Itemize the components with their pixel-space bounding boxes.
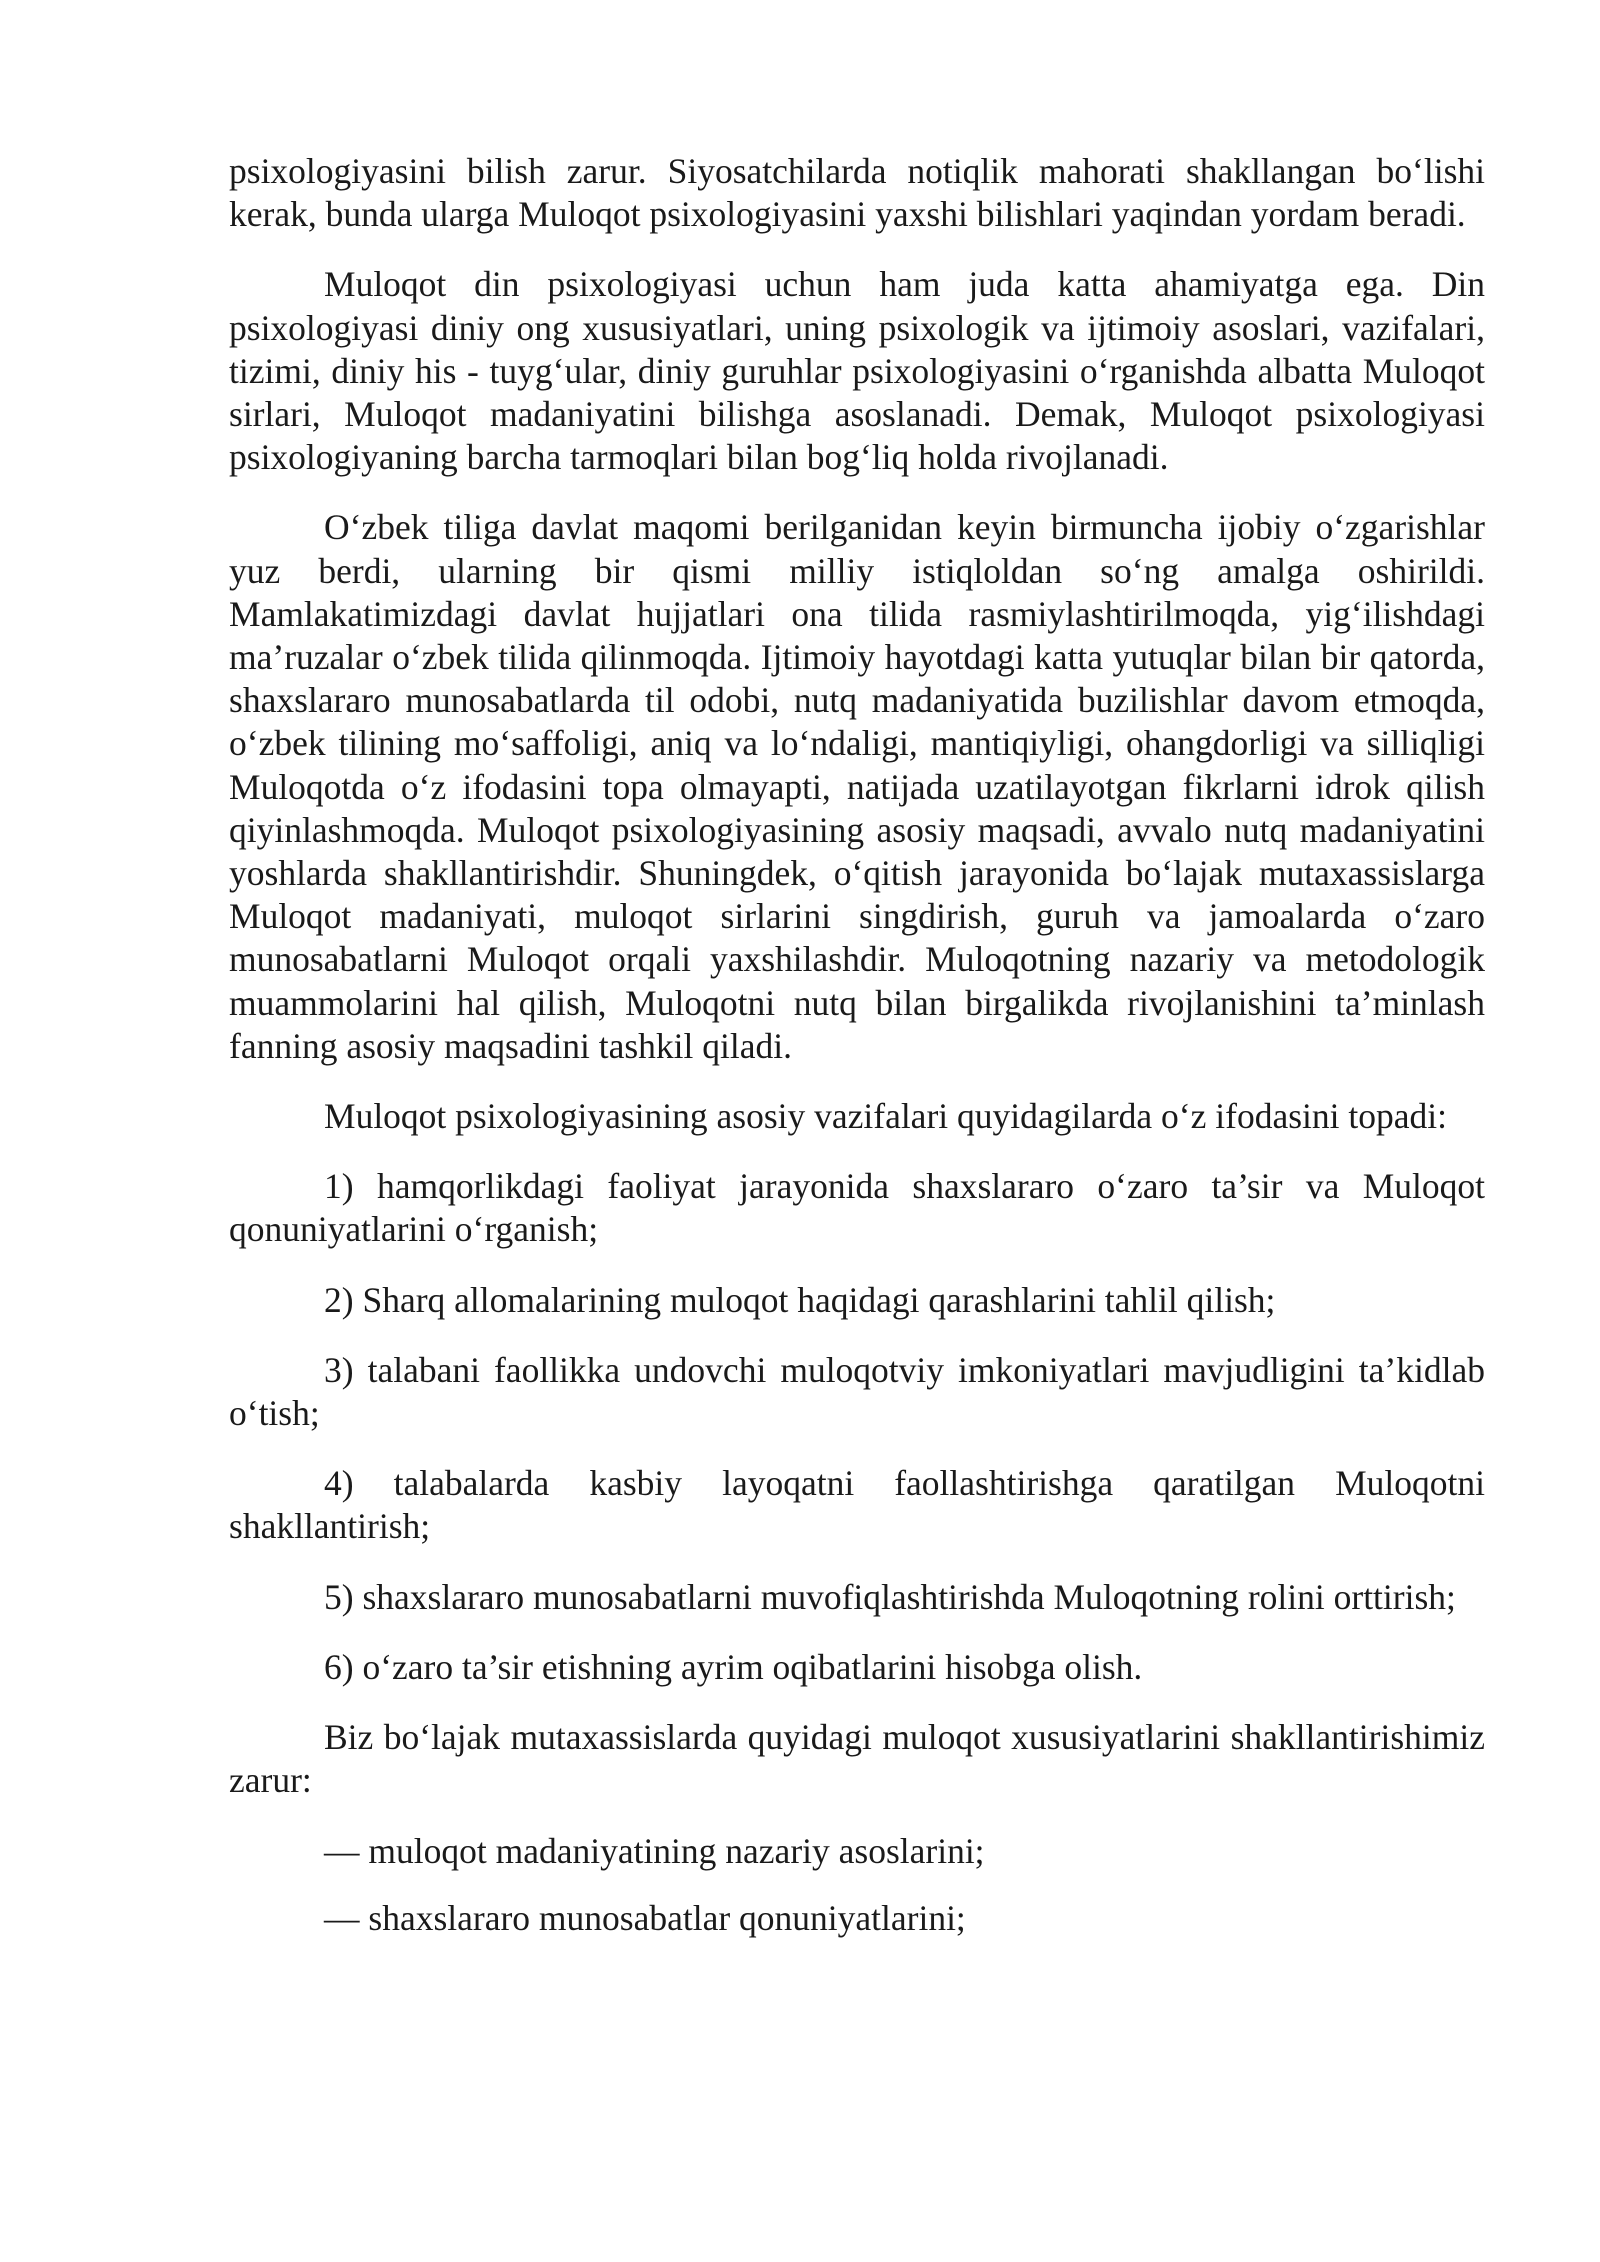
- list-item-dash-2: — shaxslararo munosabatlar qonuniyatlarini;: [324, 1897, 966, 1938]
- paragraph-xususiyatlar-intro: Biz bo‘lajak mutaxassislarda quyidagi muloqot xususiyatlarini shakllantirishimiz zarur:: [229, 1717, 1485, 1801]
- list-item-task-1: 1) hamqorlikdagi faoliyat jarayonida shaxslararo o‘zaro ta’sir va Muloqot qonuniyatlarini o‘rganish;: [229, 1166, 1485, 1250]
- paragraph-continuation: psixologiyasini bilish zarur. Siyosatchilarda notiqlik mahorati shakllangan bo‘lishi kerak, bunda ularga Muloqot psixologiyasini yaxshi bilishlari yaqindan yordam beradi.: [229, 151, 1485, 235]
- list-item-task-6: 6) o‘zaro ta’sir etishning ayrim oqibatlarini hisobga olish.: [324, 1646, 1143, 1687]
- list-item-task-4: 4) talabalarda kasbiy layoqatni faollashtirishga qaratilgan Muloqotni shakllantirish;: [229, 1463, 1485, 1547]
- list-item-task-3: 3) talabani faollikka undovchi muloqotviy imkoniyatlari mavjudligini ta’kidlab o‘tish;: [229, 1349, 1485, 1434]
- list-item-task-2: 2) Sharq allomalarining muloqot haqidagi qarashlarini tahlil qilish;: [324, 1279, 1276, 1320]
- list-item-dash-1: — muloqot madaniyatining nazariy asoslarini;: [324, 1830, 985, 1871]
- document-page: [229, 150, 1485, 1964]
- list-item-task-5: 5) shaxslararo munosabatlarni muvofiqlashtirishda Muloqotning rolini orttirish;: [324, 1576, 1456, 1617]
- paragraph-din-psixologiyasi: Muloqot din psixologiyasi uchun ham juda katta ahamiyatga ega. Din psixologiyasi diniy ong xususiyatlari, uning psixologik va ijtimoiy asoslari, vazifalari, tizimi, diniy his - tuyg‘ular, diniy guruhlar psixologiyasini o‘rganishda albatta Muloqot sirlari, Muloqot madaniyatini bilishga asoslanadi. Demak, Muloqot psixologiyasi psixologiyaning barcha tarmoqlari bilan bog‘liq holda rivojlanadi.: [229, 264, 1485, 478]
- paragraph-vazifalar-intro: Muloqot psixologiyasining asosiy vazifalari quyidagilarda o‘z ifodasini topadi:: [324, 1096, 1447, 1137]
- paragraph-davlat-tili: O‘zbek tiliga davlat maqomi berilganidan keyin birmuncha ijobiy o‘zgarishlar yuz berdi, ularning bir qismi milliy istiqloldan so‘ng amalga oshirildi. Mamlakatimizdagi davlat hujjatlari ona tilida rasmiylashtirilmoqda, yig‘ilishdagi ma’ruzalar o‘zbek tilida qilinmoqda. Ijtimoiy hayotdagi katta yutuqlar bilan bir qatorda, shaxslararo munosabatlarda til odobi, nutq madaniyatida buzilishlar davom etmoqda, o‘zbek tilining mo‘saffoligi, aniq va lo‘ndaligi, mantiqiyligi, ohangdorligi va silliqligi Muloqotda o‘z ifodasini topa olmayapti, natijada uzatilayotgan fikrlarni idrok qilish qiyinlashmoqda. Muloqot psixologiyasining asosiy maqsadi, avvalo nutq madaniyatini yoshlarda shakllantirishdir. Shuningdek, o‘qitish jarayonida bo‘lajak mutaxassislarga Muloqot madaniyati, muloqot sirlarini singdirish, guruh va jamoalarda o‘zaro munosabatlarni Muloqot orqali yaxshilashdir. Muloqotning nazariy va metodologik muammolarini hal qilish, Muloqotni nutq bilan birgalikda rivojlanishini ta’minlash fanning asosiy maqsadini tashkil qiladi.: [229, 507, 1485, 1066]
